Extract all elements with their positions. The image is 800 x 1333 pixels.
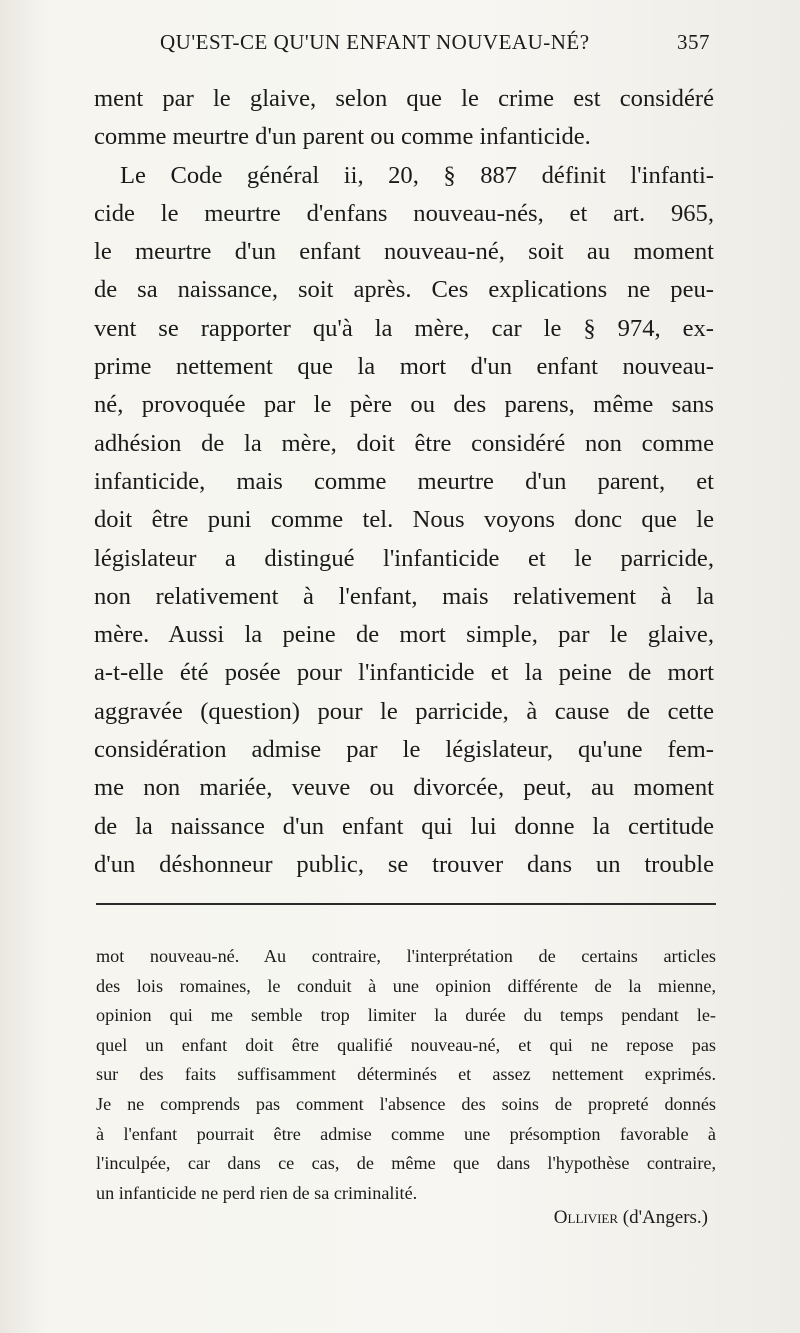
main-text	[94, 80, 714, 884]
author-place: (d'Angers.)	[622, 1207, 708, 1228]
text-line: vent se rapporter qu'à la mère, car le § 974, ex-	[94, 314, 714, 342]
footnote-line: quel un enfant doit être qualifié nouveau-né, et qui ne repose pas	[96, 1034, 716, 1055]
text-line: mère. Aussi la peine de mort simple, par le glaive,	[94, 621, 714, 649]
footnote-line: à l'enfant pourrait être admise comme une présomption favorable à	[96, 1123, 716, 1144]
text-line: cide le meurtre d'enfans nouveau-nés, et art. 965,	[94, 199, 714, 227]
page-number: 357	[677, 30, 710, 54]
text-line: de la naissance d'un enfant qui lui donne la certitude	[94, 812, 714, 840]
footnote-divider	[96, 903, 716, 905]
text-line: de sa naissance, soit après. Ces explications ne peu-	[94, 276, 714, 304]
footnote-line: l'inculpée, car dans ce cas, de même que dans l'hypothèse contraire,	[96, 1153, 716, 1174]
footnote-line: opinion qui me semble trop limiter la durée du temps pendant le-	[96, 1005, 716, 1026]
text-line: le meurtre d'un enfant nouveau-né, soit au moment	[94, 238, 714, 266]
footnote-line: des lois romaines, le conduit à une opinion différente de la mienne,	[96, 975, 716, 996]
text-line: comme meurtre d'un parent ou comme infanticide.	[94, 123, 591, 151]
text-line: me non mariée, veuve ou divorcée, peut, au moment	[94, 774, 714, 802]
text-line: d'un déshonneur public, se trouver dans un trouble	[94, 850, 714, 878]
text-line: né, provoquée par le père ou des parens, même sans	[94, 391, 714, 419]
footnote-line: un infanticide ne perd rien de sa criminalité.	[96, 1182, 418, 1203]
footnote-text	[96, 942, 716, 1208]
text-line: prime nettement que la mort d'un enfant nouveau-	[94, 353, 714, 381]
footnote-line: sur des faits suffisamment déterminés et assez nettement exprimés.	[96, 1064, 716, 1085]
text-line: Le Code général ii, 20, § 887 définit l'infanti-	[120, 161, 714, 189]
footnote-line: Je ne comprends pas comment l'absence des soins de propreté donnés	[96, 1093, 716, 1114]
text-line: doit être puni comme tel. Nous voyons donc que le	[94, 506, 714, 534]
text-line: aggravée (question) pour le parricide, à cause de cette	[94, 697, 714, 725]
text-line: a-t-elle été posée pour l'infanticide et la peine de mort	[94, 659, 714, 687]
text-line: considération admise par le législateur, qu'une fem-	[94, 736, 714, 764]
text-line: infanticide, mais comme meurtre d'un parent, et	[94, 467, 714, 495]
text-line: non relativement à l'enfant, mais relativement à la	[94, 582, 714, 610]
running-header	[160, 30, 710, 55]
running-title: QU'EST-CE QU'UN ENFANT NOUVEAU-NÉ?	[160, 30, 590, 54]
text-line: ment par le glaive, selon que le crime est considéré	[94, 85, 714, 112]
footnote-signature	[554, 1207, 708, 1229]
text-line: législateur a distingué l'infanticide et le parricide,	[94, 544, 714, 572]
author-name: Ollivier	[553, 1207, 619, 1228]
text-line: adhésion de la mère, doit être considéré non comme	[94, 429, 714, 457]
footnote-line: mot nouveau-né. Au contraire, l'interprétation de certains articles	[96, 946, 716, 966]
